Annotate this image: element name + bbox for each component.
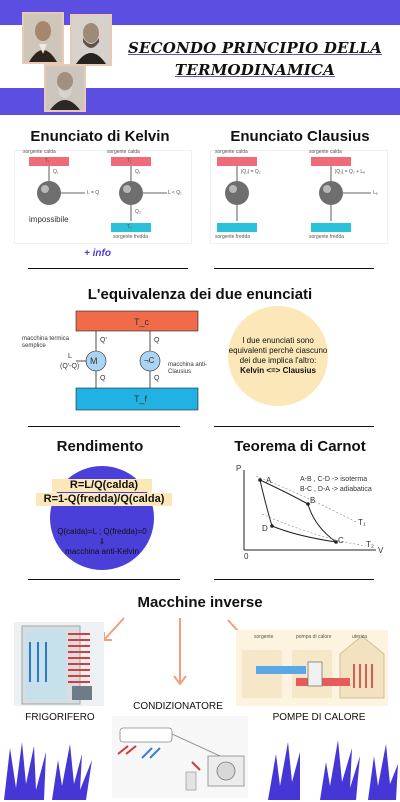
- carnot-title: Teorema di Carnot: [234, 438, 366, 455]
- equivalence-L: L: [68, 353, 72, 360]
- page-title-line2: TERMODINAMICA: [175, 61, 335, 79]
- equivalence-title: L'equivalenza dei due enunciati: [87, 286, 313, 303]
- rendimento-arrow: ⇓: [98, 537, 106, 546]
- kelvin-divider: [28, 268, 188, 269]
- clausius-right-top: sorgente calda: [309, 149, 342, 155]
- carnot-B: B: [310, 496, 316, 505]
- kelvin-right-output: L < Q₁: [168, 190, 182, 196]
- carnot-V: V: [378, 546, 384, 555]
- clausius-right-bottom: sorgente fredda: [309, 234, 345, 240]
- equivalence-C: ¬C: [144, 356, 155, 365]
- grass-left: [0, 738, 120, 800]
- pompe-label-utenza: utenza: [352, 634, 368, 640]
- carnot-figure: [226, 466, 386, 560]
- clausius-divider: [214, 268, 374, 269]
- pompe-label-sorgente: sorgente: [254, 634, 274, 640]
- kelvin-figure: [14, 150, 192, 244]
- rendimento-note: [46, 527, 158, 557]
- kelvin-right-bottom: sorgente fredda: [113, 234, 149, 240]
- kelvin-right-Q1: Q₁: [135, 169, 141, 175]
- rendimento-top-divider: [28, 426, 180, 427]
- equivalence-Tf: T_f: [134, 394, 148, 404]
- kelvin-impossible-label: impossibile: [29, 215, 69, 224]
- page-title: [125, 37, 385, 81]
- clausius-left-eq: |Q₁| = Q₂: [241, 169, 261, 175]
- clausius-right-eq: |Q₁| = Q₂ + Lₑ: [335, 169, 366, 175]
- carnot-bottom-divider: [214, 579, 374, 580]
- equivalence-left-caption: macchina termica semplice: [22, 336, 70, 349]
- rendimento-formulas: [36, 478, 172, 506]
- equivalence-bubble-sentence: I due enunciati sono equivalenti perchè ciascuno dei due implica l'altro:: [228, 336, 328, 365]
- carnot-legend-1: A-B , C-D -> isoterma: [300, 476, 368, 483]
- kelvin-right-Q2: Q₂: [135, 209, 141, 215]
- equivalence-Q-left: Q: [100, 375, 106, 382]
- pompe-image: [236, 630, 388, 706]
- equivalence-Q-right-bottom: Q: [154, 375, 160, 382]
- equivalence-M: M: [90, 356, 98, 366]
- kelvin-right-T1: T₁: [127, 158, 132, 164]
- rendimento-title: Rendimento: [56, 438, 144, 455]
- pompe-label: POMPE DI CALORE: [272, 712, 366, 723]
- carnot-A: A: [266, 476, 272, 485]
- carnot-T1: T₁: [358, 518, 366, 527]
- carnot-top-divider: [214, 426, 374, 427]
- equivalence-L-value: (Q'-Q): [60, 363, 80, 370]
- kelvin-left-top: sorgente calda: [23, 149, 56, 155]
- clausius-left-top: sorgente calda: [215, 149, 248, 155]
- portrait-kelvin: [22, 12, 64, 64]
- equivalence-bubble-text: [228, 336, 328, 376]
- equivalence-right-caption: macchina anti-Clausius: [168, 362, 208, 375]
- kelvin-title: Enunciato di Kelvin: [30, 128, 170, 145]
- clausius-title: Enunciato Clausius: [230, 128, 370, 145]
- equivalence-figure: [58, 309, 228, 412]
- equivalence-Q-right-top: Q: [154, 337, 160, 344]
- carnot-T2: T₂: [366, 540, 374, 549]
- equivalence-bubble-bold: Kelvin <=> Clausius: [240, 366, 316, 375]
- rendimento-note-text: Q(calda)=L ; Q(fredda)=0: [57, 527, 147, 536]
- frigorifero-image: [14, 622, 104, 706]
- frigorifero-label: FRIGORIFERO: [25, 712, 95, 723]
- rendimento-formula2: R=1-Q(fredda)/Q(calda): [43, 493, 165, 505]
- kelvin-right-top: sorgente calda: [107, 149, 140, 155]
- clausius-left-bottom: sorgente fredda: [215, 234, 251, 240]
- equivalence-Qprime: Q': [100, 337, 107, 344]
- carnot-D: D: [262, 524, 268, 533]
- kelvin-left-Q: Q₁: [53, 169, 59, 175]
- pompe-label-pompa: pompa di calore: [296, 634, 332, 640]
- carnot-zero: 0: [244, 552, 249, 561]
- rendimento-bottom-divider: [28, 579, 180, 580]
- portrait-carnot: [44, 64, 86, 112]
- rendimento-result: macchina anti-Kelvin: [65, 547, 139, 556]
- carnot-C: C: [338, 536, 344, 545]
- kelvin-left-output: L = Q: [87, 190, 100, 196]
- kelvin-right-T2: T₂: [127, 224, 132, 230]
- clausius-figure: [210, 150, 388, 244]
- grass-right: [264, 736, 400, 800]
- condizionatore-label: CONDIZIONATORE: [133, 701, 223, 712]
- carnot-P: P: [236, 464, 242, 473]
- rendimento-formula1: R=L/Q(calda): [69, 479, 139, 491]
- kelvin-left-T1: T₁: [45, 158, 50, 164]
- more-info-link[interactable]: + info: [84, 248, 111, 259]
- equivalence-Tc: T_c: [134, 317, 150, 327]
- condizionatore-image: [112, 716, 248, 798]
- clausius-Le: Lₑ: [373, 190, 378, 196]
- carnot-legend-2: B-C , D-A -> adiabatica: [300, 486, 372, 493]
- macchine-title: Macchine inverse: [137, 594, 263, 611]
- page-title-line1: SECONDO PRINCIPIO DELLA: [127, 39, 383, 57]
- portrait-clausius: [70, 14, 112, 66]
